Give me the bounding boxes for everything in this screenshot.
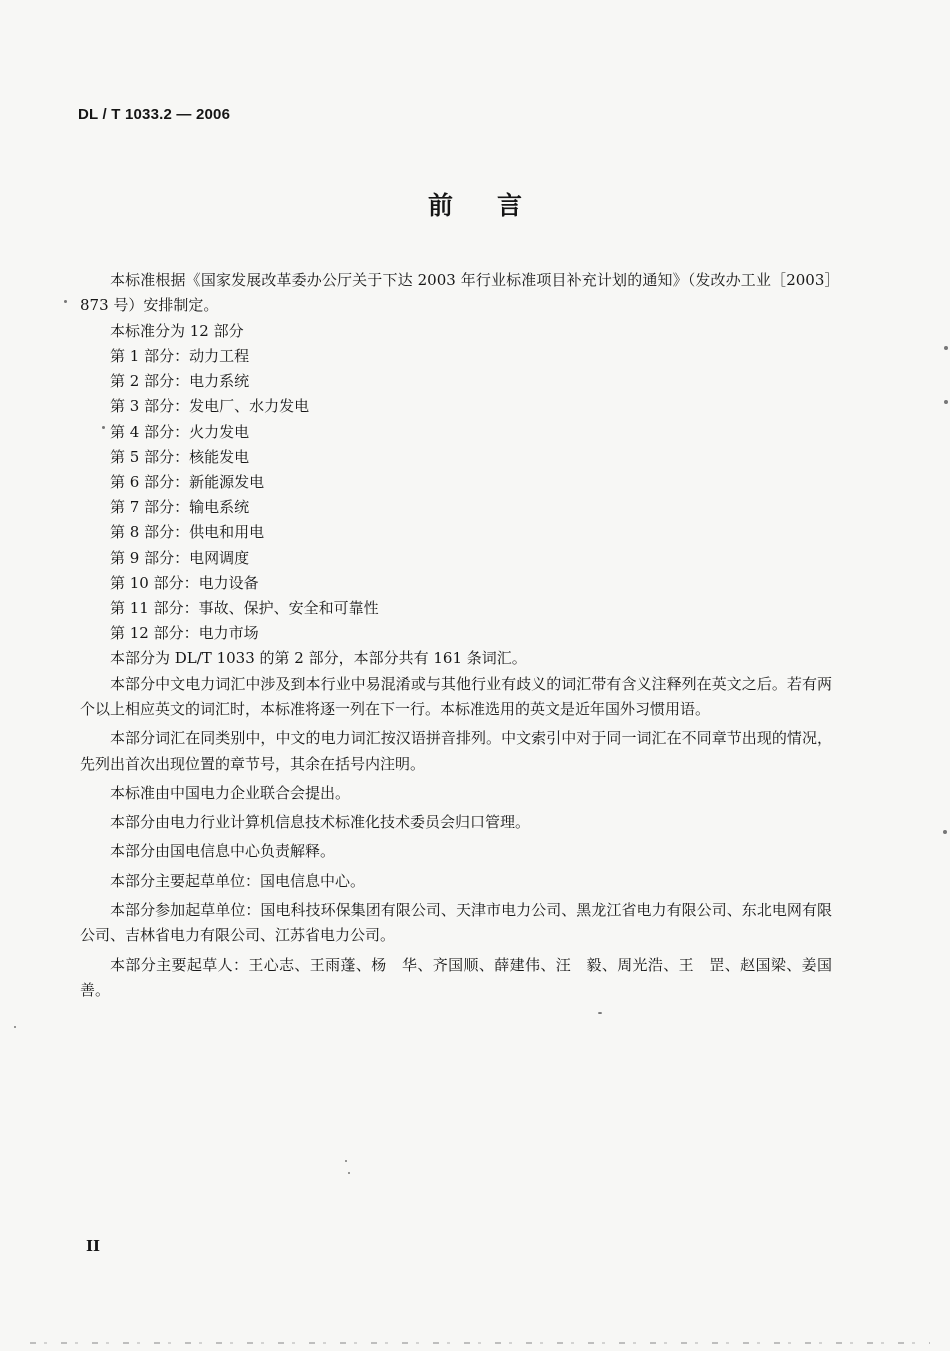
list-item: 第 9 部分：电网调度 [110, 548, 250, 567]
paragraph: 本部分主要起草人：王心志、王雨蓬、杨 华、齐国顺、薛建伟、汪 毅、周光浩、王 罡、赵国梁、姜国善。 [80, 955, 832, 999]
list-item: 第 5 部分：核能发电 [110, 447, 250, 466]
title-char-2: 言 [497, 191, 523, 220]
scan-speck [345, 1160, 347, 1162]
standard-code: DL / T 1033.2 — 2006 [78, 106, 231, 123]
list-item: 第 10 部分：电力设备 [110, 573, 259, 592]
scan-speck [598, 1012, 602, 1014]
scan-speck [102, 426, 105, 429]
parts-list [80, 344, 832, 646]
paragraph: 本部分由电力行业计算机信息技术标准化技术委员会归口管理。 [110, 813, 531, 832]
scan-speck [64, 300, 67, 303]
title-char-1: 前 [427, 191, 453, 220]
list-item: 第 4 部分：火力发电 [110, 422, 250, 441]
scan-speck [348, 1172, 350, 1174]
scan-speck [14, 1026, 16, 1028]
scan-speck [943, 830, 947, 834]
paragraph: 本部分参加起草单位：国电科技环保集团有限公司、天津市电力公司、黑龙江省电力有限公司、东北电网有限公司、吉林省电力有限公司、江苏省电力公司。 [80, 901, 832, 945]
paragraph: 本标准由中国电力企业联合会提出。 [110, 783, 351, 802]
page-title [0, 186, 950, 222]
paragraph: 本部分主要起草单位：国电信息中心。 [110, 871, 366, 890]
list-item: 第 11 部分：事故、保护、安全和可靠性 [110, 598, 379, 617]
foreword-body [80, 268, 832, 1003]
list-item: 第 12 部分：电力市场 [110, 624, 259, 643]
list-item: 第 3 部分：发电厂、水力发电 [110, 397, 310, 416]
paragraph: 本部分词汇在同类别中，中文的电力词汇按汉语拼音排列。中文索引中对于同一词汇在不同章节出现的情况，先列出首次出现位置的章节号，其余在括号内注明。 [80, 729, 832, 773]
paragraph: 本部分为 DL/T 1033 的第 2 部分，本部分共有 161 条词汇。 [110, 649, 527, 668]
list-item: 第 1 部分：动力工程 [110, 346, 250, 365]
scan-speck [944, 346, 948, 350]
list-item: 第 7 部分：输电系统 [110, 498, 250, 517]
list-item: 第 2 部分：电力系统 [110, 372, 250, 391]
paragraph: 本部分由国电信息中心负责解释。 [110, 842, 336, 861]
list-item: 第 6 部分：新能源发电 [110, 472, 265, 491]
scan-edge-noise [30, 1342, 930, 1344]
list-item: 第 8 部分：供电和用电 [110, 523, 265, 542]
scan-speck [944, 400, 948, 404]
paragraph: 本部分中文电力词汇中涉及到本行业中易混淆或与其他行业有歧义的词汇带有含义注释列在英文之后。若有两个以上相应英文的词汇时，本标准将逐一列在下一行。本标准选用的英文是近年国外习惯用语。 [80, 674, 832, 718]
intro-paragraph: 本标准根据《国家发展改革委办公厅关于下达 2003 年行业标准项目补充计划的通知》（发改办工业［2003］873 号）安排制定。 [80, 271, 832, 315]
page-number: II [86, 1237, 101, 1255]
parts-intro: 本标准分为 12 部分 [110, 321, 244, 340]
